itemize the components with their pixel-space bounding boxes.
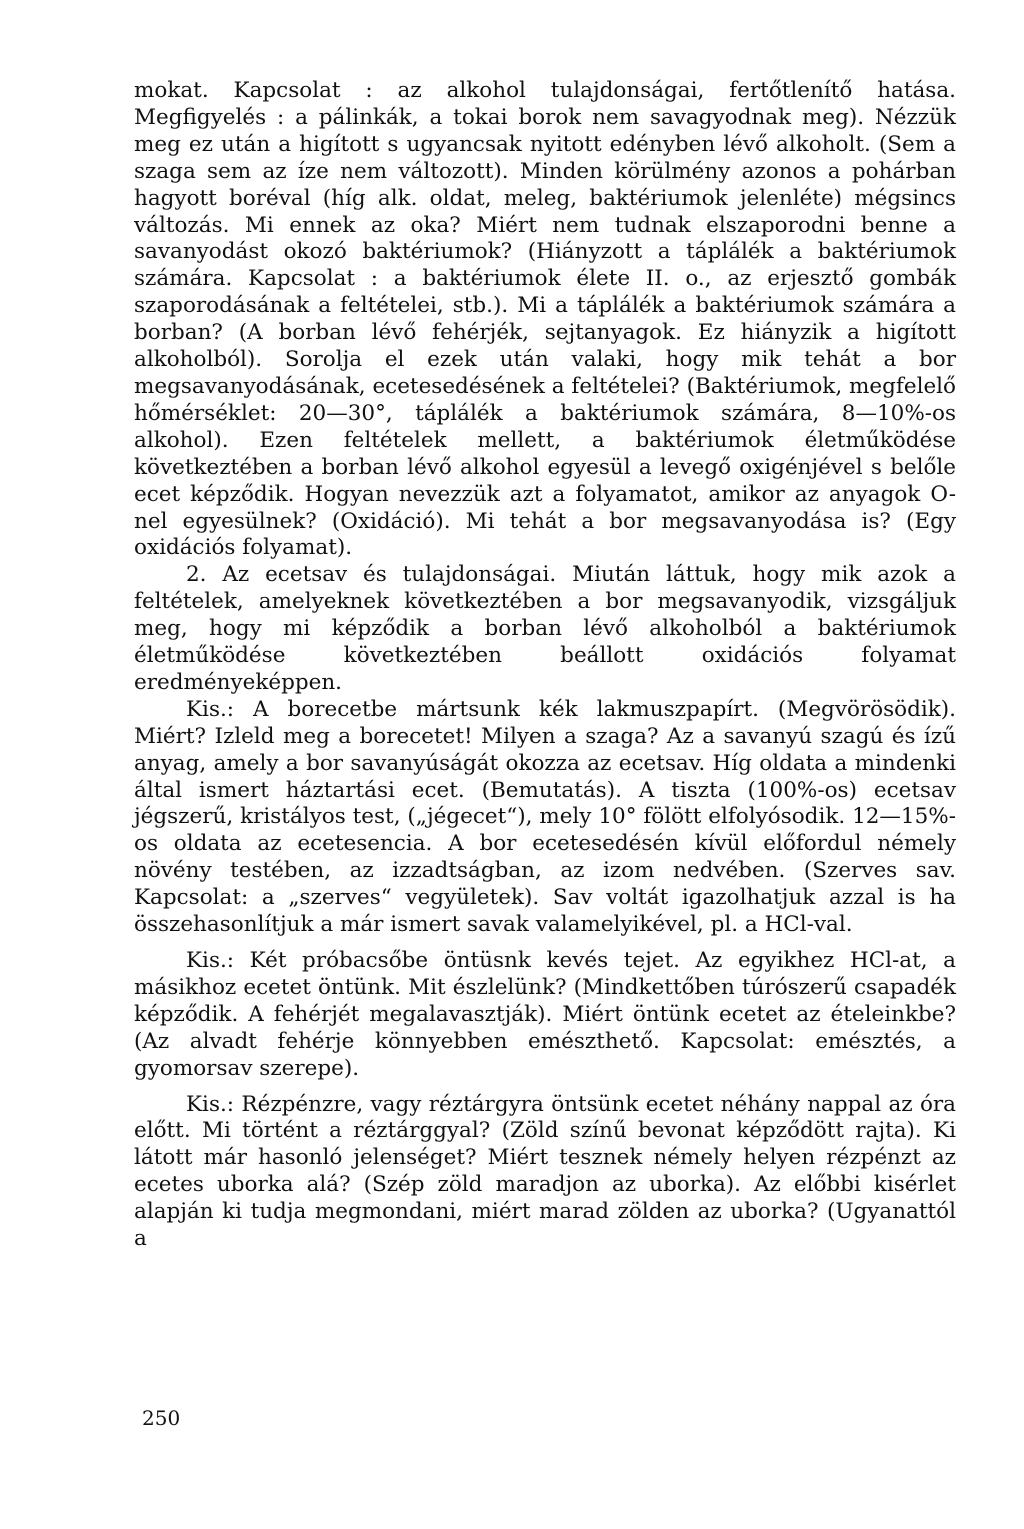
page-body: [134, 78, 956, 1253]
paragraph-3: Kis.: A borecetbe mártsunk kék lakmuszpapírt. (Megvörösödik). Miért? Izleld meg a borecetet! Milyen a szaga? Az a savanyú szagú és ízű anyag, amely a bor savanyúságát okozza az ecetsav. Híg oldata a mindenki által ismert háztartási ecet. (Bemutatás). A tiszta (100%-os) ecetsav jégszerű, kristályos test, („jégecet“), mely 10° fölött elfolyósodik. 12—15%-os oldata az ecetesencia. A bor ecetesedésén kívül előfordul némely növény testében, az izzadtságban, az izom nedvében. (Szerves sav. Kapcsolat: a „szerves“ vegyületek). Sav voltát igazolhatjuk azzal is ha összehasonlítjuk a már ismert savak valamelyikével, pl. a HCl-val.: [134, 696, 956, 938]
paragraph-4: Kis.: Két próbacsőbe öntüsnk kevés tejet. Az egyikhez HCl-at, a másikhoz ecetet öntünk. Mit észlelünk? (Mindkettőben túrószerű csapadék képződik. A fehérjét megalavasztják). Miért öntünk ecetet az ételeinkbe? (Az alvadt fehérje könnyebben emészthető. Kapcsolat: emésztés, a gyomorsav szerepe).: [134, 948, 956, 1081]
paragraph-5: Kis.: Rézpénzre, vagy réztárgyra öntsünk ecetet néhány nappal az óra előtt. Mi történt a réztárggyal? (Zöld színű bevonat képződött rajta). Ki látott már hasonló jelenséget? Miért tesznek némely helyen rézpénzt az ecetes uborka alá? (Szép zöld maradjon az uborka). Az előbbi kisérlet alapján ki tudja megmondani, miért marad zölden az uborka? (Ugyanattól a: [134, 1091, 956, 1252]
paragraph-1: mokat. Kapcsolat : az alkohol tulajdonságai, fertőtlenítő hatása. Megfigyelés : a pálinkák, a tokai borok nem savagyodnak meg). Nézzük meg ez után a higított s ugyancsak nyitott edényben lévő alkoholt. (Sem a szaga sem az íze nem változott). Minden körülmény azonos a pohárban hagyott boréval (híg alk. oldat, meleg, baktériumok jelenléte) mégsincs változás. Mi ennek az oka? Miért nem tudnak elszaporodni benne a savanyodást okozó baktériumok? (Hiányzott a táplálék a baktériumok számára. Kapcsolat : a baktériumok élete II. o., az erjesztő gombák szaporodásának a feltételei, stb.). Mi a táplálék a baktériumok számára a borban? (A borban lévő fehérjék, sejtanyagok. Ez hiányzik a higított alkoholból). Sorolja el ezek után valaki, hogy mik tehát a bor megsavanyodásának, ecetesedésének a feltételei? (Baktériumok, megfelelő hőmérséklet: 20—30°, táplálék a baktériumok számára, 8—10%-os alkohol). Ezen feltételek mellett, a baktériumok életműködése következtében a borban lévő alkohol egyesül a levegő oxigénjével s belőle ecet képződik. Hogyan nevezzük azt a folyamatot, amikor az anyagok O-nel egyesülnek? (Oxidáció). Mi tehát a bor megsavanyodása is? (Egy oxidációs folyamat).: [134, 78, 956, 561]
paragraph-2: 2. Az ecetsav és tulajdonságai. Miután láttuk, hogy mik azok a feltételek, amelyeknek következtében a bor megsavanyodik, vizsgáljuk meg, hogy mi képződik a borban lévő alkoholból a baktériumok életműködése következtében beállott oxidációs folyamat eredményeképpen.: [134, 562, 956, 695]
page-number: 250: [142, 1406, 181, 1430]
